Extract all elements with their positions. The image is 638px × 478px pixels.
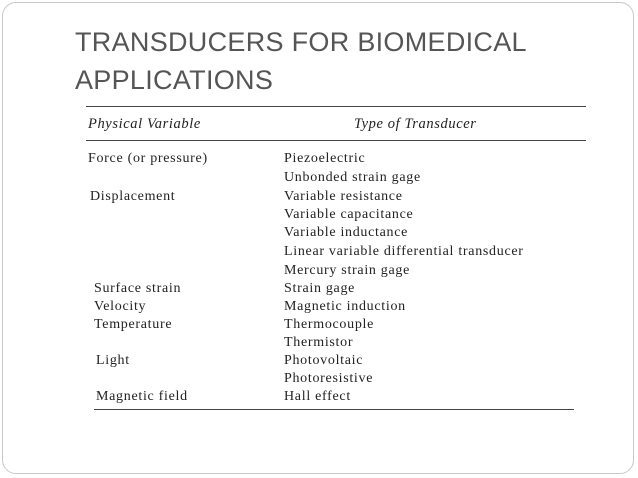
transducer-strain-gage: Strain gage (284, 281, 356, 296)
transducer-photovoltaic: Photovoltaic (284, 353, 364, 368)
transducer-variable-inductance: Variable inductance (284, 225, 409, 240)
variable-force: Force (or pressure) (88, 151, 208, 166)
variable-light: Light (96, 353, 130, 368)
transducer-piezoelectric: Piezoelectric (284, 151, 366, 166)
variable-magnetic-field: Magnetic field (96, 389, 188, 404)
table-header-rule (86, 140, 586, 141)
transducer-variable-capacitance: Variable capacitance (284, 207, 414, 222)
variable-surface-strain: Surface strain (94, 281, 182, 296)
transducer-magnetic-induction: Magnetic induction (284, 299, 406, 314)
transducer-photoresistive: Photoresistive (284, 371, 374, 386)
transducer-table (80, 100, 590, 420)
slide-title-line-2: APPLICATIONS (75, 65, 274, 95)
transducer-mercury-strain-gage: Mercury strain gage (284, 263, 411, 278)
transducer-thermistor: Thermistor (284, 335, 354, 350)
transducer-hall-effect: Hall effect (284, 389, 351, 404)
variable-temperature: Temperature (94, 317, 173, 332)
table-bottom-rule (94, 409, 574, 410)
slide-title-line-1: TRANSDUCERS FOR BIOMEDICAL (75, 27, 527, 57)
header-physical-variable: Physical Variable (88, 116, 201, 132)
slide-title (75, 23, 595, 99)
transducer-unbonded-strain-gage: Unbonded strain gage (284, 170, 421, 185)
transducer-lvdt: Linear variable differential transducer (284, 244, 524, 259)
variable-velocity: Velocity (94, 299, 147, 314)
transducer-thermocouple: Thermocouple (284, 317, 375, 332)
transducer-variable-resistance: Variable resistance (284, 189, 403, 204)
variable-displacement: Displacement (90, 189, 176, 204)
table-top-rule (86, 106, 586, 107)
header-type-of-transducer: Type of Transducer (354, 116, 477, 132)
